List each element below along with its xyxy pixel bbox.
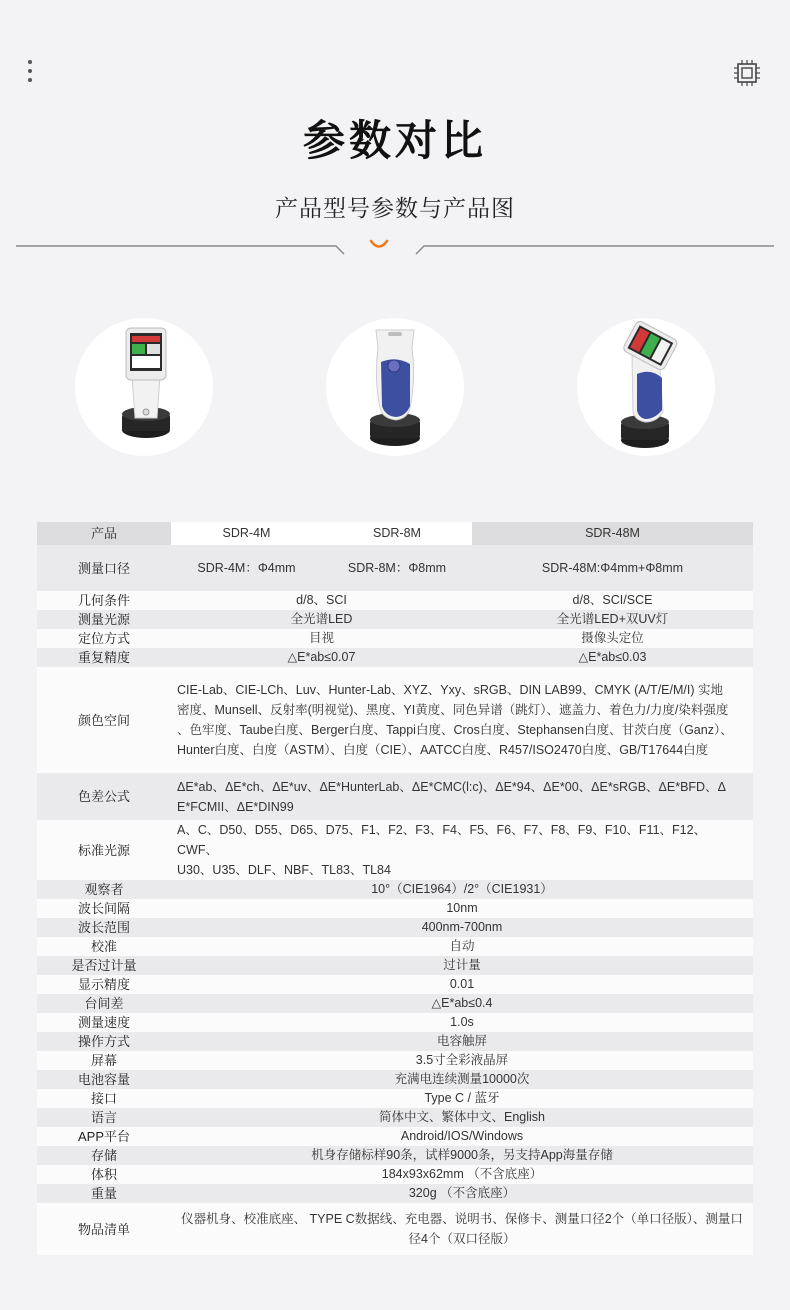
cell-value: 3.5寸全彩液晶屏 — [171, 1051, 753, 1070]
model-sdr-4m: SDR-4M — [171, 522, 322, 545]
row-label: 体积 — [37, 1165, 171, 1184]
cell-value: 400nm-700nm — [171, 918, 753, 937]
text-line: Hunter白度、白度（ASTM）、白度（CIE）、AATCC白度、R457/ISO2470白度、GB/T17644白度 — [177, 743, 709, 757]
cell-value: Type C / 蓝牙 — [171, 1089, 753, 1108]
cell-value: SDR-4M：Φ4mm — [171, 545, 322, 591]
cell-value: 目视 — [171, 629, 472, 648]
row-label: 屏幕 — [37, 1051, 171, 1070]
cell-value: 机身存储标样90条，试样9000条，另支持App海量存储 — [171, 1146, 753, 1165]
row-label: 存储 — [37, 1146, 171, 1165]
product-image-sdr-48m — [577, 318, 715, 456]
cell-value: Android/IOS/Windows — [171, 1127, 753, 1146]
table-row — [37, 667, 753, 773]
table-row — [37, 648, 753, 667]
row-label: 校准 — [37, 937, 171, 956]
table-row — [37, 1089, 753, 1108]
row-label: 重量 — [37, 1184, 171, 1203]
table-row — [37, 591, 753, 610]
table-row — [37, 994, 753, 1013]
row-label: 显示精度 — [37, 975, 171, 994]
table-row — [37, 937, 753, 956]
cell-value — [171, 1203, 753, 1255]
cell-value: 摄像头定位 — [472, 629, 753, 648]
row-label: 定位方式 — [37, 629, 171, 648]
cell-value: 全光谱LED+双UV灯 — [472, 610, 753, 629]
row-label: 语言 — [37, 1108, 171, 1127]
cell-value: △E*ab≤0.03 — [472, 648, 753, 667]
product-image-sdr-8m — [326, 318, 464, 456]
cell-value: 自动 — [171, 937, 753, 956]
table-row — [37, 1184, 753, 1203]
model-sdr-48m: SDR-48M — [472, 522, 753, 545]
row-label: 测量口径 — [37, 545, 171, 591]
table-row — [37, 629, 753, 648]
table-row — [37, 820, 753, 880]
cell-value: 全光谱LED — [171, 610, 472, 629]
spec-table — [37, 522, 753, 1255]
table-row — [37, 1203, 753, 1255]
text-line: U30、U35、DLF、NBF、TL83、TL84 — [177, 863, 391, 877]
table-row — [37, 610, 753, 629]
table-row — [37, 1127, 753, 1146]
cell-value: △E*ab≤0.4 — [171, 994, 753, 1013]
cell-value: 10°（CIE1964）/2°（CIE1931） — [171, 880, 753, 899]
cell-value: 电容触屏 — [171, 1032, 753, 1051]
text-line: CIE-Lab、CIE-LCh、Luv、Hunter-Lab、XYZ、Yxy、sRGB、DIN LAB99、CMYK (A/T/E/M/I) 实地 — [177, 683, 723, 697]
page-subtitle: 产品型号参数与产品图 — [275, 195, 515, 221]
more-menu-icon[interactable] — [24, 60, 36, 88]
product-image-sdr-4m — [75, 318, 213, 456]
cell-value: 1.0s — [171, 1013, 753, 1032]
table-row — [37, 773, 753, 820]
table-row — [37, 1165, 753, 1184]
page-title: 参数对比 — [302, 117, 487, 164]
row-label: 操作方式 — [37, 1032, 171, 1051]
text-line: 仪器机身、校准底座、 TYPE C数据线、充电器、说明书、保修卡、测量口径2个（单口径版）、测量口 — [181, 1212, 743, 1226]
row-label: 波长间隔 — [37, 899, 171, 918]
text-line: 密度、Munsell、反射率(明视觉)、黑度、YI黄度、同色异谱（跳灯）、遮盖力、着色力/力度/染料强度 — [177, 703, 729, 717]
table-row — [37, 1051, 753, 1070]
row-label: 重复精度 — [37, 648, 171, 667]
cell-value: d/8、SCI — [171, 591, 472, 610]
cell-value: 0.01 — [171, 975, 753, 994]
table-row — [37, 1146, 753, 1165]
cell-value: SDR-48M:Φ4mm+Φ8mm — [472, 545, 753, 591]
chip-icon[interactable] — [734, 60, 760, 86]
row-label: APP平台 — [37, 1127, 171, 1146]
cell-value: 184x93x62mm （不含底座） — [171, 1165, 753, 1184]
cell-value: 320g （不含底座） — [171, 1184, 753, 1203]
section-divider — [0, 232, 790, 262]
table-row — [37, 956, 753, 975]
row-label: 接口 — [37, 1089, 171, 1108]
row-label: 测量速度 — [37, 1013, 171, 1032]
row-label: 色差公式 — [37, 773, 171, 820]
cell-value: d/8、SCI/SCE — [472, 591, 753, 610]
text-line: E*FCMII、ΔE*DIN99 — [177, 799, 294, 814]
row-label: 测量光源 — [37, 610, 171, 629]
table-row — [37, 899, 753, 918]
row-label: 观察者 — [37, 880, 171, 899]
row-label: 几何条件 — [37, 591, 171, 610]
cell-value — [171, 820, 753, 880]
text-line: 、色牢度、Taube白度、Berger白度、Tappi白度、Cros白度、Stephansen白度、甘茨白度（Ganz）、 — [177, 723, 733, 737]
cell-value: 简体中文、繁体中文、English — [171, 1108, 753, 1127]
row-label: 台间差 — [37, 994, 171, 1013]
text-line: ΔE*ab、ΔE*ch、ΔE*uv、ΔE*HunterLab、ΔE*CMC(l:c)、ΔE*94、ΔE*00、ΔE*sRGB、ΔE*BFD、Δ — [177, 779, 726, 794]
cell-value: 10nm — [171, 899, 753, 918]
table-row — [37, 918, 753, 937]
table-row — [37, 1032, 753, 1051]
cell-value: △E*ab≤0.07 — [171, 648, 472, 667]
table-row — [37, 1070, 753, 1089]
text-line: A、C、D50、D55、D65、D75、F1、F2、F3、F4、F5、F6、F7、F8、F9、F10、F11、F12、CWF、 — [177, 823, 707, 857]
table-row — [37, 1108, 753, 1127]
table-header-row — [37, 522, 753, 545]
cell-value: 过计量 — [171, 956, 753, 975]
cell-value — [171, 667, 753, 773]
table-row — [37, 880, 753, 899]
row-label: 是否过计量 — [37, 956, 171, 975]
cell-value: 充满电连续测量10000次 — [171, 1070, 753, 1089]
chevron-down-icon — [371, 241, 387, 247]
text-line: 径4个（双口径版） — [408, 1232, 516, 1246]
row-label: 物品清单 — [37, 1203, 171, 1255]
model-sdr-8m: SDR-8M — [322, 522, 472, 545]
cell-value — [171, 773, 753, 820]
row-label: 电池容量 — [37, 1070, 171, 1089]
row-label: 标准光源 — [37, 820, 171, 880]
cell-value: SDR-8M：Φ8mm — [322, 545, 472, 591]
row-label: 颜色空间 — [37, 667, 171, 773]
table-row — [37, 975, 753, 994]
table-row — [37, 1013, 753, 1032]
table-row — [37, 545, 753, 591]
row-label: 波长范围 — [37, 918, 171, 937]
row-label: 产品 — [37, 522, 171, 545]
